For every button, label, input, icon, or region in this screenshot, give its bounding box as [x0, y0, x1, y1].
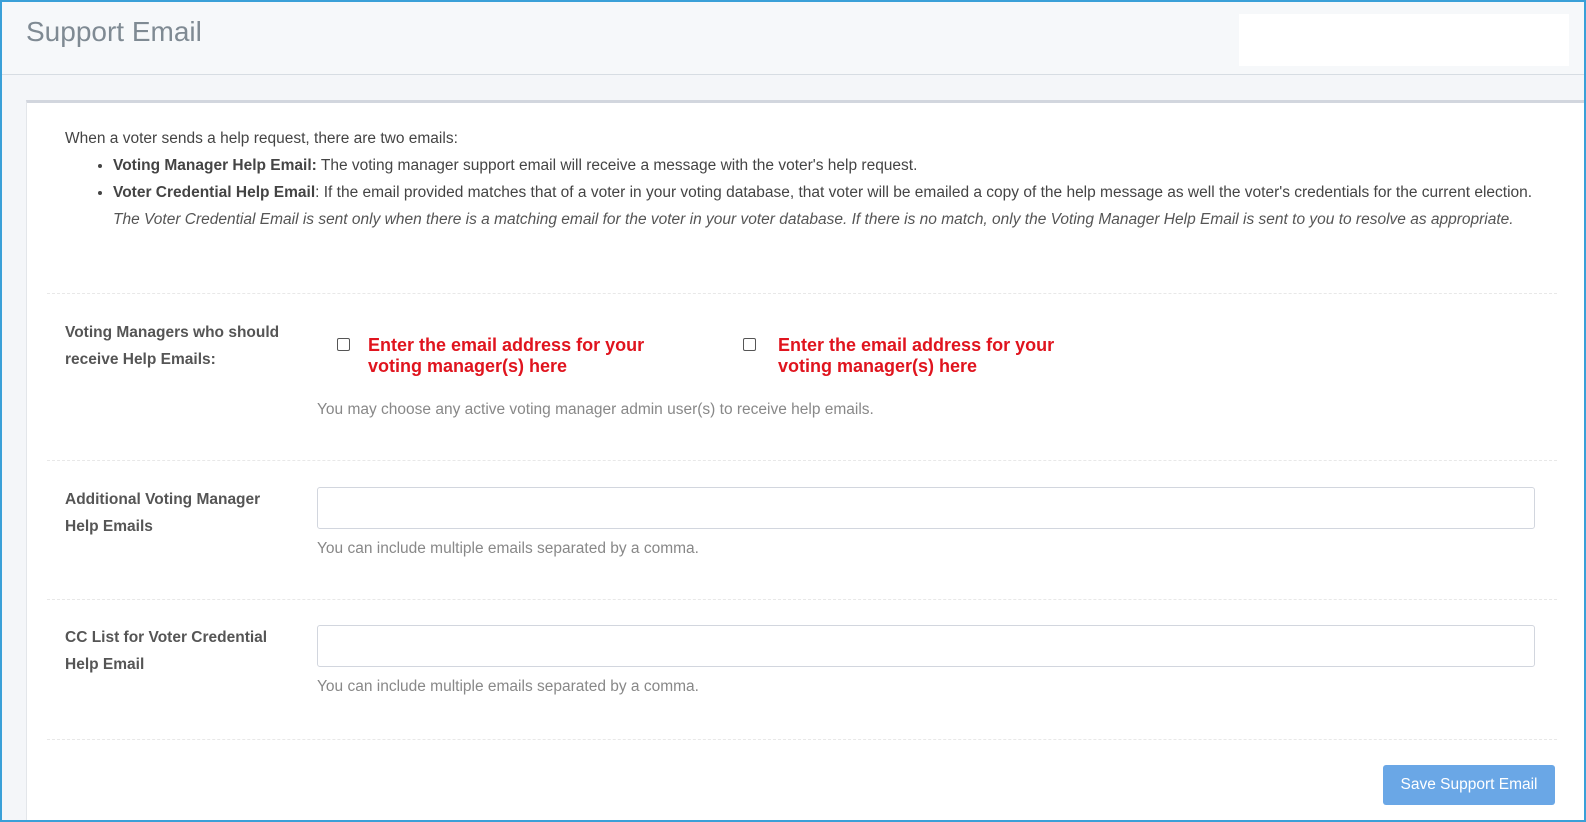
additional-emails-input[interactable]: [317, 487, 1535, 529]
additional-emails-label: Additional Voting Manager Help Emails: [65, 491, 261, 535]
cc-list-label: CC List for Voter Credential Help Email: [65, 629, 268, 673]
manager-checkbox-1[interactable]: [337, 338, 350, 351]
intro-lead: When a voter sends a help request, there are two emails:: [65, 130, 458, 147]
list-item-text: : If the email provided matches that of a voter in your voting database, that voter will be emailed a copy of the help message as well the voter's credentials for the current election.: [315, 184, 1533, 201]
intro-text: [65, 125, 1545, 233]
manager-option-label-1[interactable]: Enter the email address for your voting manager(s) here: [368, 335, 645, 376]
list-item-text: The voting manager support email will receive a message with the voter's help request.: [316, 157, 918, 174]
voting-managers-label: Voting Managers who should receive Help Emails:: [65, 324, 280, 368]
cc-list-help: You can include multiple emails separated by a comma.: [317, 678, 699, 695]
page-header: [2, 2, 1586, 75]
list-item-note: The Voter Credential Email is sent only when there is a matching email for the voter in your voter database. If there is no match, only the Voting Manager Help Email is sent to you to resolve as appropriate.: [113, 211, 1514, 228]
cc-list-input[interactable]: [317, 625, 1535, 667]
manager-option-label-2[interactable]: Enter the email address for your voting manager(s) here: [778, 335, 1055, 376]
header-blank-area: [1239, 14, 1569, 66]
list-item-title: Voter Credential Help Email: [113, 184, 316, 201]
support-email-card: [26, 100, 1586, 822]
voting-managers-help: You may choose any active voting manager admin user(s) to receive help emails.: [317, 401, 874, 418]
section-divider: [47, 460, 1557, 461]
list-item-title: Voting Manager Help Email:: [113, 157, 317, 174]
page-title: Support Email: [26, 16, 202, 47]
save-support-email-button[interactable]: Save Support Email: [1383, 765, 1555, 805]
section-divider: [47, 739, 1557, 740]
manager-checkbox-2[interactable]: [743, 338, 756, 351]
email-types-list: [65, 152, 1545, 233]
list-item-voting-manager-email: [113, 152, 1545, 179]
section-divider: [47, 599, 1557, 600]
section-divider: [47, 293, 1557, 294]
list-item-voter-credential-email: [113, 179, 1545, 233]
additional-emails-help: You can include multiple emails separated by a comma.: [317, 540, 699, 557]
